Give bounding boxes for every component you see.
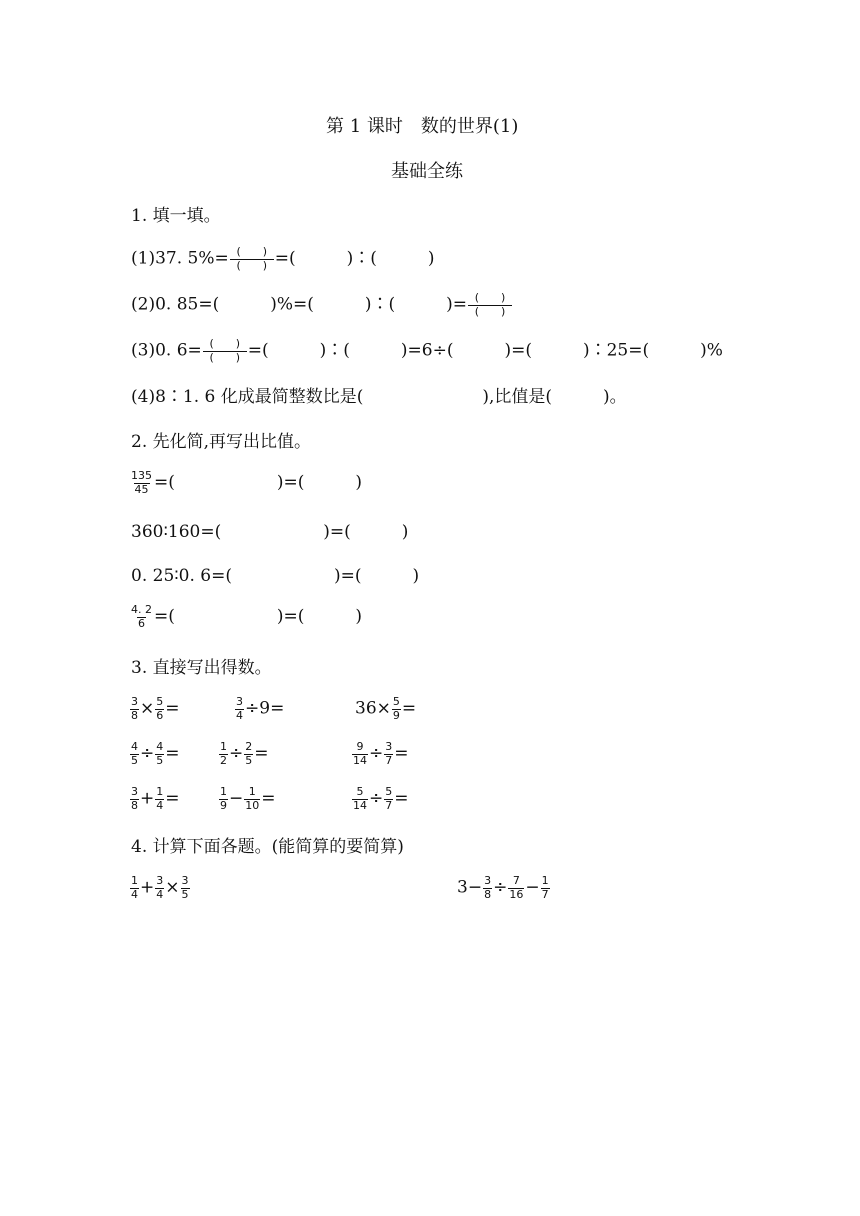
operator: × — [140, 698, 155, 719]
operator: ÷ — [369, 788, 384, 809]
fraction — [352, 741, 368, 767]
q2-row-4-suffix: =( )=( ) — [154, 606, 363, 627]
fraction-numerator: 1 — [220, 785, 227, 798]
fraction — [384, 741, 393, 767]
equals: = — [165, 788, 180, 809]
fraction-numerator: 5 — [356, 785, 364, 798]
fraction — [541, 875, 550, 901]
q1-line-1-prefix: (1)37. 5%= — [131, 248, 229, 269]
fraction-denominator: 10 — [245, 798, 260, 812]
q1-line-1-suffix: =( )∶( ) — [274, 248, 435, 269]
fraction — [130, 786, 139, 812]
fraction-numerator: 9 — [356, 740, 364, 753]
fraction-denominator: 14 — [353, 798, 367, 812]
equals: = — [401, 698, 417, 719]
fraction — [130, 741, 139, 767]
q1-line-4: (4)8∶1. 6 化成最简整数比是( ),比值是( )。 — [131, 387, 627, 407]
q3-item-9 — [351, 786, 409, 812]
fraction-numerator: 3 — [484, 874, 492, 887]
operator: ÷ — [369, 743, 384, 764]
fraction-denominator: ( ) — [203, 351, 247, 365]
fraction — [508, 875, 524, 901]
operand: 36 — [355, 698, 377, 719]
fraction-denominator: 4 — [156, 798, 164, 812]
fraction-denominator: 6 — [156, 708, 164, 722]
equals: = — [394, 788, 409, 809]
fraction — [155, 875, 164, 901]
operand: 9 — [259, 698, 271, 719]
q4-expression-2 — [457, 875, 551, 901]
fraction-numerator: 2 — [245, 740, 253, 753]
q1-heading: 1. 填一填。 — [131, 206, 221, 226]
fraction-denominator: 2 — [220, 753, 227, 767]
fraction-numerator: 4 — [156, 740, 164, 753]
fraction — [130, 470, 153, 496]
fraction — [181, 875, 190, 901]
fraction — [352, 786, 368, 812]
operator: ÷ — [245, 698, 260, 719]
fraction — [219, 741, 228, 767]
fraction-denominator: 8 — [131, 798, 138, 812]
operator: − — [229, 788, 244, 809]
fraction-denominator: 6 — [138, 616, 145, 630]
q1-line-3 — [131, 338, 723, 364]
fraction-denominator: 45 — [134, 482, 149, 496]
fraction-denominator: ( ) — [230, 259, 274, 273]
fraction — [392, 696, 401, 722]
fraction-denominator: 14 — [353, 753, 367, 767]
fraction-denominator: ( ) — [468, 305, 512, 319]
equals: = — [165, 698, 180, 719]
fraction-denominator: 5 — [245, 753, 253, 767]
fraction — [235, 696, 244, 722]
operator: ÷ — [140, 743, 155, 764]
q3-item-1 — [129, 696, 180, 722]
fraction-denominator: 4 — [131, 887, 138, 901]
operator: ÷ — [229, 743, 244, 764]
fraction — [155, 696, 164, 722]
fraction — [130, 604, 153, 630]
fraction-numerator: 135 — [131, 469, 152, 482]
fraction-numerator: 1 — [541, 874, 549, 887]
fraction-numerator: ( ) — [236, 245, 268, 258]
fraction-numerator: 1 — [220, 740, 227, 753]
fraction-denominator: 16 — [509, 887, 524, 901]
fraction — [155, 786, 164, 812]
fraction-numerator: 5 — [392, 695, 400, 708]
q4-expression-1 — [129, 875, 191, 901]
fraction — [244, 786, 260, 812]
fraction-numerator: 4 — [131, 740, 138, 753]
fraction-numerator: 4. 2 — [131, 603, 152, 616]
q3-item-6 — [351, 741, 409, 767]
fraction-numerator: 1 — [156, 785, 164, 798]
q1-line-3-suffix: =( )∶( )=6÷( )=( )∶25=( )% — [247, 340, 723, 361]
fraction-denominator: 7 — [385, 753, 393, 767]
fraction — [384, 786, 393, 812]
fraction-denominator: 4 — [236, 708, 243, 722]
q2-heading: 2. 先化简,再写出比值。 — [131, 432, 312, 452]
fraction — [244, 741, 253, 767]
fraction-denominator: 5 — [131, 753, 138, 767]
fraction-numerator: 3 — [236, 695, 243, 708]
operator: × — [376, 698, 391, 719]
q3-item-2 — [234, 696, 284, 722]
fraction-denominator: 7 — [541, 887, 549, 901]
q3-item-8 — [218, 786, 276, 812]
fraction-numerator: 5 — [385, 785, 393, 798]
fraction-numerator: 3 — [131, 695, 138, 708]
fraction-numerator: 3 — [181, 874, 189, 887]
q2-row-2: 360∶160=( )=( ) — [131, 522, 409, 542]
q1-line-3-prefix: (3)0. 6= — [131, 340, 202, 361]
operator: ÷ — [493, 877, 508, 898]
operator: − — [525, 877, 540, 898]
fraction-denominator: 5 — [156, 753, 164, 767]
equals: = — [394, 743, 409, 764]
section-heading: 基础全练 — [391, 161, 463, 182]
q2-row-3: 0. 25∶0. 6=( )=( ) — [131, 566, 420, 586]
fraction-numerator: ( ) — [474, 291, 506, 304]
fraction-numerator: ( ) — [209, 337, 241, 350]
operator: × — [165, 877, 180, 898]
fraction-numerator: 3 — [385, 740, 393, 753]
fraction-numerator: 3 — [131, 785, 138, 798]
operator: + — [140, 877, 155, 898]
fraction-denominator: 5 — [181, 887, 189, 901]
q2-row-4 — [129, 604, 362, 630]
fraction-numerator: 1 — [248, 785, 256, 798]
operator: + — [140, 788, 155, 809]
fraction-numerator: 5 — [156, 695, 164, 708]
fraction-numerator: 1 — [131, 874, 138, 887]
operand: 3 — [457, 877, 468, 898]
fraction-denominator: 4 — [156, 887, 164, 901]
q2-row-1-suffix: =( )=( ) — [154, 472, 363, 493]
q3-item-7 — [129, 786, 180, 812]
q1-line-2 — [131, 292, 513, 318]
fraction — [130, 696, 139, 722]
fraction-denominator: 7 — [385, 798, 393, 812]
fraction — [468, 292, 512, 318]
fraction-denominator: 9 — [220, 798, 227, 812]
fraction-denominator: 9 — [392, 708, 400, 722]
q3-heading: 3. 直接写出得数。 — [131, 658, 272, 678]
fraction-numerator: 7 — [512, 874, 520, 887]
fraction — [483, 875, 492, 901]
equals: = — [254, 743, 269, 764]
q1-line-1 — [131, 246, 435, 272]
operator: − — [467, 877, 483, 898]
equals: = — [270, 698, 285, 719]
fraction-denominator: 8 — [484, 887, 492, 901]
q3-item-5 — [218, 741, 269, 767]
equals: = — [261, 788, 276, 809]
fraction — [230, 246, 274, 272]
fraction — [155, 741, 164, 767]
fraction — [219, 786, 228, 812]
q3-item-3 — [355, 696, 416, 722]
q4-heading: 4. 计算下面各题。(能简算的要简算) — [131, 837, 404, 857]
fraction — [130, 875, 139, 901]
q1-line-2-prefix: (2)0. 85=( )%=( )∶( )= — [131, 294, 468, 315]
q2-row-1 — [129, 470, 362, 496]
page-title: 第 1 课时 数的世界(1) — [326, 116, 519, 137]
q3-item-4 — [129, 741, 180, 767]
equals: = — [165, 743, 180, 764]
fraction-denominator: 8 — [131, 708, 138, 722]
fraction-numerator: 3 — [156, 874, 164, 887]
fraction — [203, 338, 247, 364]
